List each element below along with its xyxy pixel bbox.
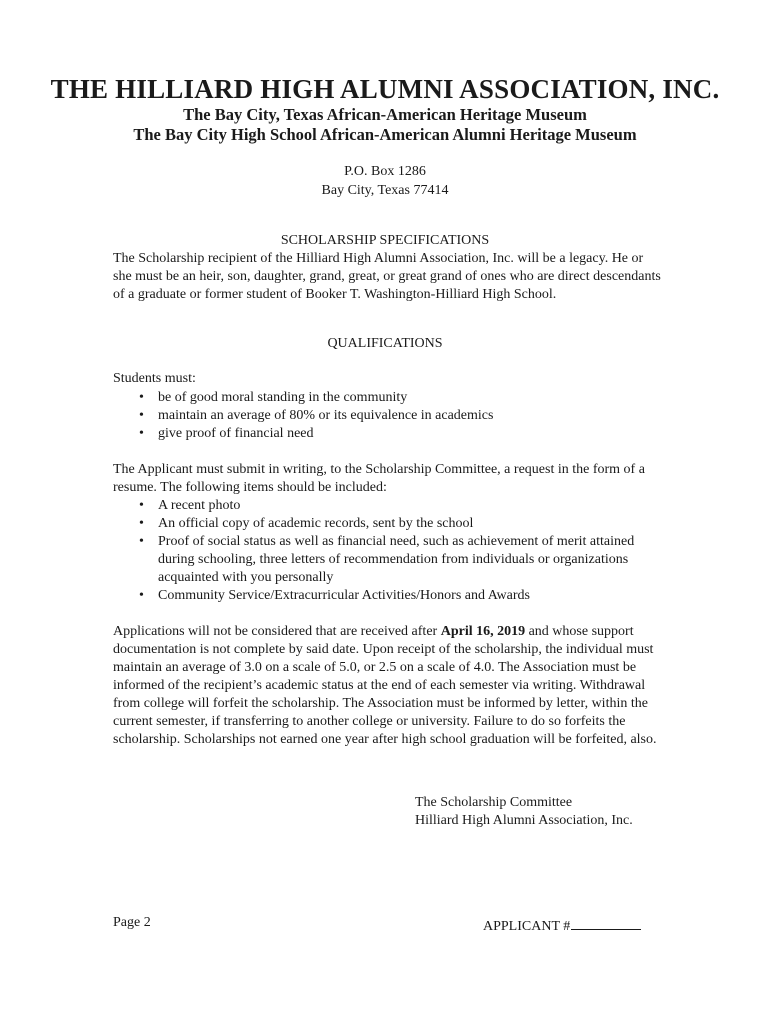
applicant-number-field[interactable] bbox=[483, 915, 641, 935]
bullet-icon: • bbox=[139, 498, 144, 513]
specifications-paragraph: The Scholarship recipient of the Hilliard High Alumni Association, Inc. will be a legacy. He or she must be an heir, son, daughter, grand, great, or great grand of ones who are direct descendants of a graduate or former student of Booker T. Washington-Hilliard High School. bbox=[113, 251, 661, 302]
signature-committee: The Scholarship Committee bbox=[415, 795, 573, 810]
bullet-icon: • bbox=[139, 390, 144, 405]
applicant-number-blank[interactable] bbox=[571, 915, 641, 930]
bullet-icon: • bbox=[139, 408, 144, 423]
bullet-icon: • bbox=[139, 426, 144, 441]
qualifications-heading: QUALIFICATIONS bbox=[327, 336, 443, 351]
deadline-paragraph: Applications will not be considered that are received after April 16, 2019 and whose support documentation is not complete by said date. Upon receipt of the scholarship, the individual must maintain an average of 3.0 on a scale of 5.0, or 2.5 on a scale of 4.0. The Association must be informed of the recipient’s academic status at the end of each semester via writing. Withdrawal from college will forfeit the scholarship. The Association must be informed by letter, within the current semester, if transferring to another college or university. Failure to do so forfeits the scholarship. Scholarships not earned one year after high school graduation will be forfeited, also. bbox=[113, 624, 657, 747]
bullet-icon: • bbox=[139, 534, 144, 549]
required-items-list bbox=[113, 497, 653, 605]
address-po-box: P.O. Box 1286 bbox=[344, 164, 426, 179]
list-item: • Community Service/Extracurricular Activities/Honors and Awards bbox=[139, 588, 530, 603]
list-item: • be of good moral standing in the community bbox=[139, 390, 408, 405]
deadline-date: April 16, 2019 bbox=[440, 624, 526, 639]
applicant-number-label: APPLICANT # bbox=[483, 919, 571, 934]
museum-subtitle-2: The Bay City High School African-American Alumni Heritage Museum bbox=[133, 125, 637, 144]
list-item: • give proof of financial need bbox=[139, 426, 314, 441]
qualifications-list bbox=[113, 389, 653, 443]
list-item: • A recent photo bbox=[139, 498, 241, 513]
address-city: Bay City, Texas 77414 bbox=[321, 183, 449, 198]
list-item: • maintain an average of 80% or its equivalence in academics bbox=[139, 408, 494, 423]
list-item: • Proof of social status as well as financial need, such as achievement of merit attained during schooling, three letters of recommendation from individuals or organizations acquainted with you personally bbox=[139, 534, 635, 585]
page-number: Page 2 bbox=[113, 915, 151, 930]
organization-title: THE HILLIARD HIGH ALUMNI ASSOCIATION, INC. bbox=[50, 74, 720, 104]
applicant-instructions: The Applicant must submit in writing, to the Scholarship Committee, a request in the form of a resume. The following items should be included: bbox=[113, 462, 645, 495]
signature-association: Hilliard High Alumni Association, Inc. bbox=[415, 813, 633, 828]
students-must-label: Students must: bbox=[113, 371, 196, 386]
list-item: • An official copy of academic records, sent by the school bbox=[139, 516, 474, 531]
bullet-icon: • bbox=[139, 588, 144, 603]
bullet-icon: • bbox=[139, 516, 144, 531]
museum-subtitle-1: The Bay City, Texas African-American Heritage Museum bbox=[183, 105, 587, 124]
specifications-heading: SCHOLARSHIP SPECIFICATIONS bbox=[280, 233, 490, 248]
